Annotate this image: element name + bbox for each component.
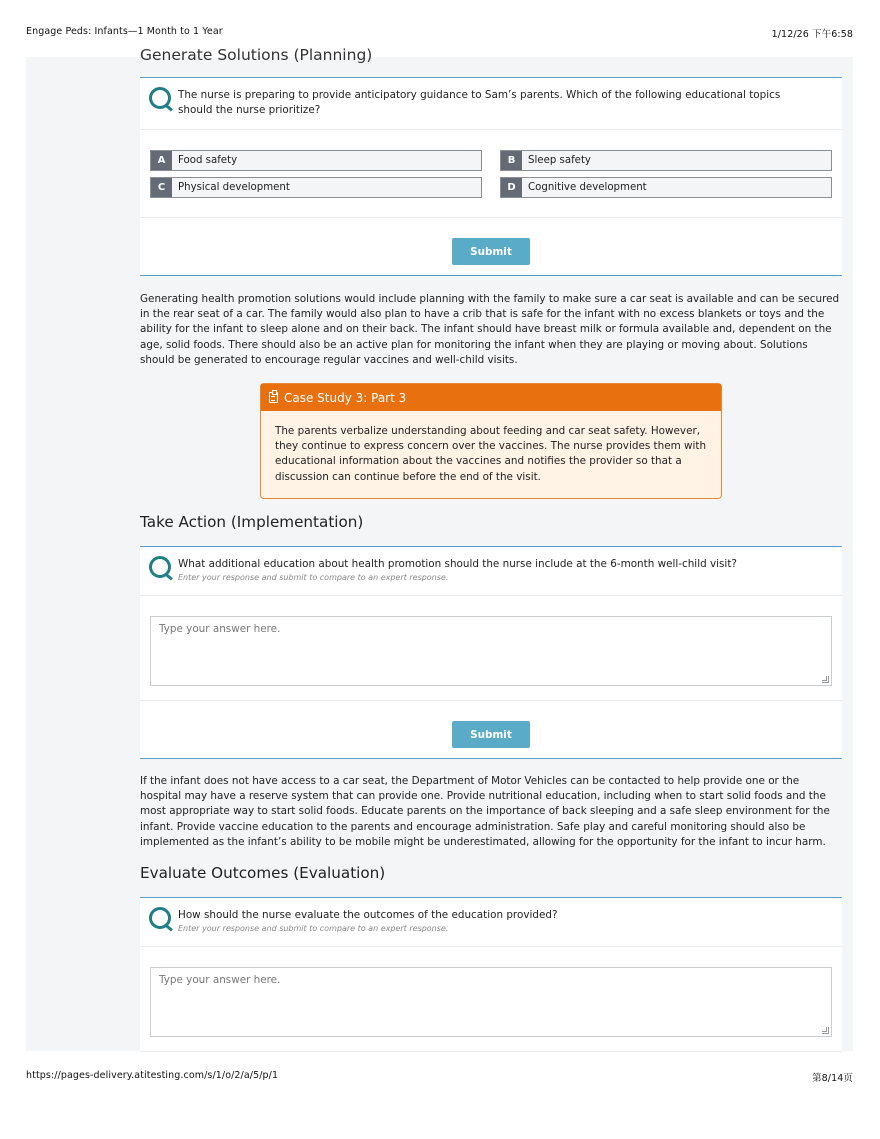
- submit-area: [140, 701, 842, 758]
- answer-placeholder: Type your answer here.: [159, 974, 281, 986]
- answer-textarea[interactable]: [150, 616, 832, 686]
- question-text: The nurse is preparing to provide anticipatory guidance to Sam’s parents. Which of the following educational topics should the nurse prioritize?: [178, 89, 781, 116]
- case-study-title: Case Study 3: Part 3: [284, 390, 407, 405]
- clipboard-icon: [269, 392, 278, 403]
- question-card-3: [140, 897, 842, 1052]
- choice-b[interactable]: [500, 150, 832, 171]
- case-study-card: [260, 383, 722, 499]
- answer-area: [140, 596, 842, 701]
- section-title-planning: Generate Solutions (Planning): [140, 46, 373, 64]
- print-header-datetime: 1/12/26 下午6:58: [771, 29, 853, 40]
- question-header: [140, 78, 842, 130]
- choice-letter: A: [151, 151, 172, 170]
- choice-text: Physical development: [178, 182, 290, 193]
- question-text: What additional education about health promotion should the nurse include at the 6-month well-child visit?: [178, 558, 737, 570]
- question-icon: [149, 556, 171, 578]
- answer-textarea[interactable]: [150, 967, 832, 1037]
- question-card-2: [140, 546, 842, 759]
- question-card-1: [140, 77, 842, 276]
- submit-button[interactable]: Submit: [452, 721, 530, 748]
- choice-c[interactable]: [150, 177, 482, 198]
- choice-a[interactable]: [150, 150, 482, 171]
- question-text: How should the nurse evaluate the outcomes of the education provided?: [178, 909, 558, 921]
- question-header: [140, 898, 842, 947]
- print-header: [26, 26, 853, 40]
- choice-text: Cognitive development: [528, 182, 647, 193]
- submit-button[interactable]: Submit: [452, 238, 530, 265]
- case-study-header: [261, 384, 721, 411]
- choice-letter: B: [501, 151, 522, 170]
- case-study-body: The parents verbalize understanding about feeding and car seat safety. However, they continue to express concern over the vaccines. The nurse provides them with educational information about the vaccines and notifies the provider so that a discussion can continue before the end of the visit.: [275, 425, 707, 483]
- print-footer: [26, 1070, 853, 1084]
- choice-d[interactable]: [500, 177, 832, 198]
- choice-letter: C: [151, 178, 172, 197]
- answer-area: [140, 947, 842, 1052]
- answer-placeholder: Type your answer here.: [159, 623, 281, 635]
- question-hint: Enter your response and submit to compare to an expert response.: [178, 924, 449, 933]
- answer-choices: [140, 130, 842, 218]
- page-content-area: [26, 46, 853, 1051]
- print-footer-page: 第8/14页: [812, 1073, 853, 1084]
- print-header-title: Engage Peds: Infants—1 Month to 1 Year: [26, 26, 223, 37]
- question-hint: Enter your response and submit to compare to an expert response.: [178, 573, 449, 582]
- question-icon: [149, 87, 171, 109]
- resize-handle-icon[interactable]: [822, 676, 829, 683]
- question-icon: [149, 907, 171, 929]
- rationale-paragraph-implementation: If the infant does not have access to a car seat, the Department of Motor Vehicles can be contacted to help provide one or the hospital may have a reserve system that can provide one. Provide nutritional education, including when to start solid foods and the most appropriate way to start solid foods. Educate parents on the importance of back sleeping and a safe sleep environment for the infant. Provide vaccine education to the parents and encourage administration. Safe play and careful monitoring should also be implemented as the infant’s ability to be mobile might be underestimated, allowing for the opportunity for the infant to incur harm.: [140, 775, 830, 848]
- choice-text: Sleep safety: [528, 155, 591, 166]
- choice-letter: D: [501, 178, 522, 197]
- section-title-implementation: Take Action (Implementation): [140, 513, 364, 531]
- choice-text: Food safety: [178, 155, 238, 166]
- question-header: [140, 547, 842, 596]
- print-footer-url: https://pages-delivery.atitesting.com/s/1/o/2/a/5/p/1: [26, 1070, 279, 1081]
- submit-area: [140, 218, 842, 275]
- rationale-paragraph-planning: Generating health promotion solutions would include planning with the family to make sure a car seat is available and can be secured in the rear seat of a car. The family would also plan to have a crib that is safe for the infant with no excess blankets or toys and the ability for the infant to sleep alone and on their back. The infant should have breast milk or formula available and, dependent on the age, solid foods. There should also be an active plan for monitoring the infant when they are playing or moving about. Solutions should be generated to encourage regular vaccines and well-child visits.: [140, 293, 840, 366]
- resize-handle-icon[interactable]: [822, 1027, 829, 1034]
- section-title-evaluation: Evaluate Outcomes (Evaluation): [140, 864, 386, 882]
